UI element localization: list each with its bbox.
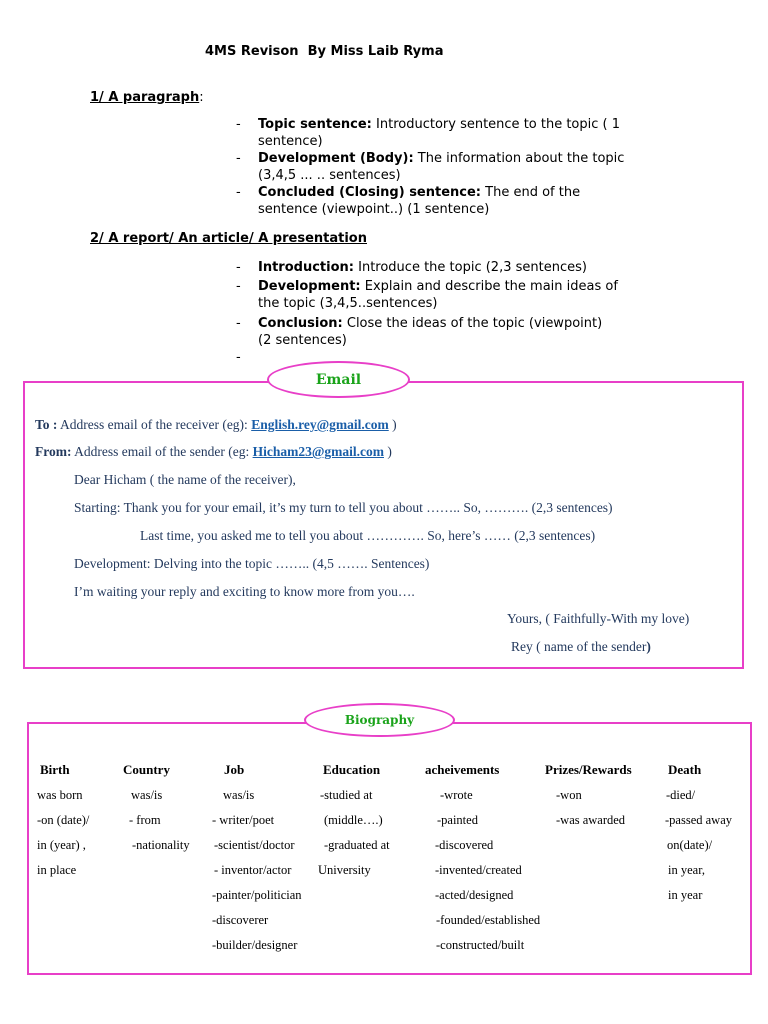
bio-cell: was/is [223,788,255,802]
bio-col-education-head: Education [323,762,381,777]
email-to-end: ) [388,417,397,432]
bio-col-job-head: Job [224,762,245,777]
email-from-link[interactable]: Hicham23@gmail.com [252,444,384,459]
paragraph-item-2-line1: The information about the topic [413,151,625,166]
page-title: 4MS Revison By Miss Laib Ryma [205,44,444,59]
email-from-text: Address email of the sender (eg: [71,444,253,459]
bio-cell: in place [37,863,77,877]
report-heading: 2/ A report/ An article/ A presentation [90,231,367,246]
email-yours-line: Yours, ( Faithfully-With my love) [507,611,690,626]
report-empty-dash: - [236,350,241,365]
report-item-1: - Introduction: Introduce the topic (2,3 sentences) [236,260,587,275]
bio-col-death-head: Death [668,762,702,777]
paragraph-item-1-bold: Topic sentence: [258,117,372,132]
bio-cell: -won [556,788,582,802]
bio-cell: was/is [131,788,163,802]
report-item-2-line1: Explain and describe the main ideas of [360,279,618,294]
email-from-line [35,444,392,460]
bio-cell: -founded/established [436,913,541,927]
report-item-2: - Development: Explain and describe the main ideas of the topic (3,4,5..sentences) [236,279,618,311]
bio-cell: - writer/poet [212,813,275,827]
bio-cell: (middle….) [324,813,383,827]
bio-cell: was born [37,788,83,802]
report-item-1-line1: Introduce the topic (2,3 sentences) [353,260,587,275]
biography-label: Biography [304,703,455,737]
email-signature-line [511,639,651,655]
bio-cell: -nationality [132,838,190,852]
report-item-3-line1: Close the ideas of the topic (viewpoint) [342,316,603,331]
email-to-text: Address email of the receiver (eg): [57,417,252,432]
email-starting-line: Starting: Thank you for your email, it’s my turn to tell you about …….. So, ………. (2,3 sentences) [74,500,613,515]
report-item-3: - Conclusion: Close the ideas of the topic (viewpoint) (2 sentences) [236,316,603,348]
paragraph-item-1-line1: Introductory sentence to the topic ( 1 [371,117,621,132]
bio-cell: -was awarded [556,813,626,827]
bio-col-country-head: Country [123,762,170,777]
report-item-3-bold: Conclusion: [258,316,343,331]
bio-cell: -scientist/doctor [214,838,295,852]
paragraph-item-3-line1: The end of the [481,185,581,200]
paragraph-item-1-line2: sentence) [258,134,323,149]
paragraph-heading-row [90,90,204,105]
bio-cell: -invented/created [435,863,522,877]
email-label: Email [267,361,410,398]
bio-cell: in (year) , [37,838,86,852]
email-signature-end: ) [646,639,651,654]
email-from-label: From: [35,444,72,459]
paragraph-item-2-line2: (3,4,5 ... .. sentences) [258,168,401,183]
email-waiting-line: I’m waiting your reply and exciting to know more from you…. [74,584,415,599]
bio-cell: -painter/politician [212,888,302,902]
paragraph-item-2-bold: Development (Body): [258,151,414,166]
bio-cell: -studied at [320,788,373,802]
bio-cell: -builder/designer [212,938,298,952]
report-item-1-bold: Introduction: [258,260,354,275]
email-development-line: Development: Delving into the topic …….. (4,5 ……. Sentences) [74,556,430,571]
bio-cell: on(date)/ [667,838,713,852]
bio-cell: -acted/designed [435,888,514,902]
bio-cell: -constructed/built [436,938,525,952]
email-from-end: ) [384,444,392,459]
paragraph-item-3: - Concluded (Closing) sentence: The end of the sentence (viewpoint..) (1 sentence) [236,185,581,217]
bio-cell: -passed away [665,813,732,827]
report-item-3-line2: (2 sentences) [258,333,347,348]
report-item-2-bold: Development: [258,279,361,294]
bio-cell: -on (date)/ [37,813,90,827]
bio-cell: in year, [668,863,705,877]
bio-cell: -discoverer [212,913,269,927]
bio-col-birth-head: Birth [40,762,70,777]
email-to-label: To : [35,417,58,432]
bio-cell: - inventor/actor [214,863,292,877]
paragraph-item-3-bold: Concluded (Closing) sentence: [258,185,482,200]
bio-cell: University [318,863,371,877]
bio-col-prizes-head: Prizes/Rewards [545,762,632,777]
bio-cell: -painted [437,813,478,827]
paragraph-heading: 1/ A paragraph [90,90,200,105]
bio-cell: -wrote [440,788,473,802]
email-last-time-line: Last time, you asked me to tell you about …………. So, here’s …… (2,3 sentences) [140,528,596,543]
paragraph-item-3-line2: sentence (viewpoint..) (1 sentence) [258,202,490,217]
email-to-line [35,417,397,433]
paragraph-item-2: - Development (Body): The information about the topic (3,4,5 ... .. sentences) [236,151,625,183]
bio-cell: -died/ [666,788,696,802]
bio-cell: - from [129,813,161,827]
report-item-2-line2: the topic (3,4,5..sentences) [258,296,438,311]
bio-cell: -graduated at [324,838,390,852]
email-to-link[interactable]: English.rey@gmail.com [251,417,389,432]
email-signature: Rey ( name of the sender [511,639,647,654]
email-dear-line: Dear Hicham ( the name of the receiver), [74,472,296,487]
bio-cell: -discovered [435,838,494,852]
bio-col-achievements-head: acheivements [425,762,500,777]
paragraph-item-1: - Topic sentence: Introductory sentence to the topic ( 1 sentence) [236,117,621,149]
paragraph-heading-colon: : [199,90,204,105]
bio-cell: in year [668,888,703,902]
